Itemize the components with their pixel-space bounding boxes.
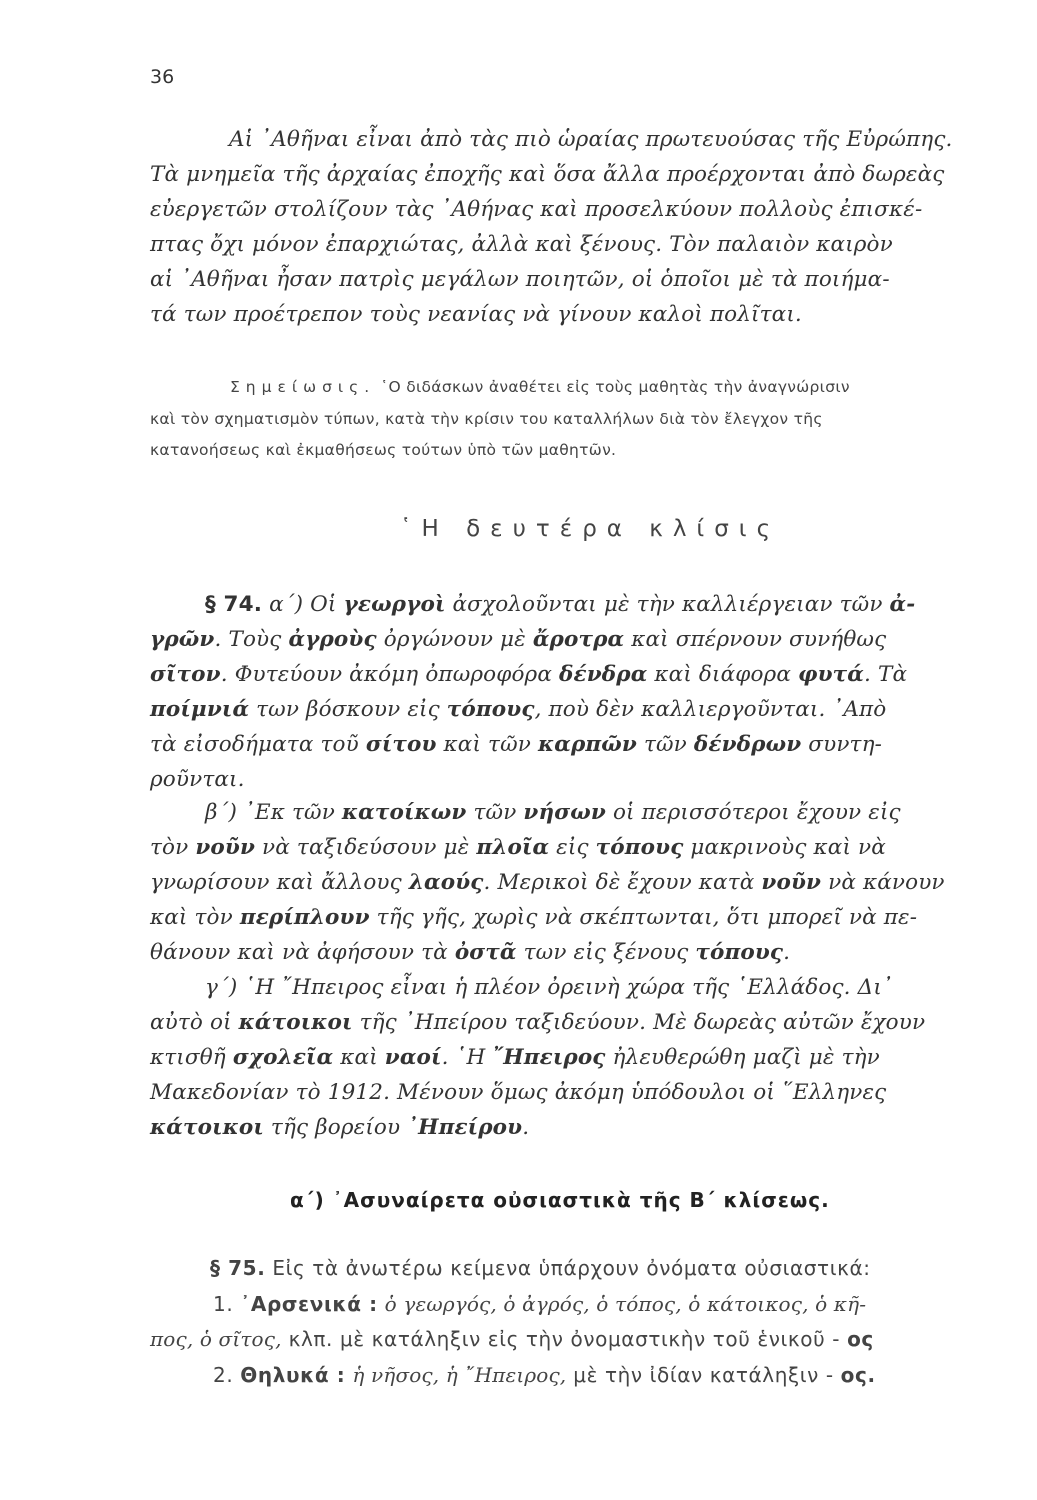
text-run: . Τὰ	[863, 662, 908, 687]
text-run: Μακεδονίαν τὸ 1912. Μένουν ὅμως ἀκόμη ὑπόδουλοι οἱ ῞Ελληνες	[150, 1080, 887, 1105]
note-text: ῾Ο διδάσκων ἀναθέτει εἰς τοὺς μαθητὰς τὴν ἀναγνώρισιν	[380, 378, 850, 396]
text-run: εἰς	[549, 835, 596, 860]
text-run: τὸν	[150, 835, 196, 860]
emphasized-word: φυτά	[798, 662, 864, 687]
text-run: . Μερικοὶ δὲ ἔχουν κατὰ	[483, 870, 762, 895]
text-run: καὶ τὸν	[150, 905, 240, 930]
p74-line-8	[150, 835, 886, 860]
text-run: κτισθῆ	[150, 1045, 233, 1070]
emphasized-word: περίπλουν	[239, 905, 370, 930]
text-run: οἱ περισσότεροι ἔχουν εἰς	[605, 800, 901, 825]
text-run: , ποὺ δὲν καλλιεργοῦνται. ᾿Απὸ	[534, 697, 887, 722]
p75-line-1	[210, 1256, 871, 1280]
text-run: καὶ τῶν	[436, 732, 538, 757]
emphasized-word: ἄροτρα	[532, 627, 625, 652]
text-run: ὀργώνουν μὲ	[376, 627, 533, 652]
p74-line-7	[205, 800, 901, 825]
item-number: 1.	[213, 1292, 234, 1316]
p74-line-10	[150, 905, 917, 930]
p74-line-11	[150, 940, 790, 965]
emphasized-word: ᾿Ηπείρου	[407, 1115, 523, 1140]
emphasized-word: σῖτον	[150, 662, 221, 687]
emphasized-word: ἀγροὺς	[288, 627, 377, 652]
text-run: αὐτὸ οἱ	[150, 1010, 239, 1035]
text-run: των βόσκουν εἰς	[249, 697, 447, 722]
note-line-1	[230, 378, 850, 396]
emphasized-word: ὀστᾶ	[454, 940, 517, 965]
text-run: Οἱ	[310, 592, 344, 617]
text-run: . Φυτεύουν ἀκόμη ὀπωροφόρα	[220, 662, 560, 687]
text-run: β΄) ᾿Εκ τῶν	[205, 800, 342, 825]
item-desc: κλπ. μὲ κατάληξιν εἰς τὴν ὀνομαστικὴν τοῦ ἑνικοῦ -	[288, 1327, 841, 1351]
emphasized-word: δένδρων	[693, 732, 802, 757]
text-run: τῆς ᾿Ηπείρου ταξιδεύουν. Μὲ δωρεὰς αὐτῶν ἔχουν	[352, 1010, 926, 1035]
p74-line-3	[150, 662, 907, 687]
emphasized-word: σχολεῖα	[232, 1045, 334, 1070]
emphasized-word: γεωργοὶ	[343, 592, 446, 617]
text-run: γνωρίσουν καὶ ἄλλους	[150, 870, 409, 895]
intro-line: αἱ ᾿Αθῆναι ἦσαν πατρὶς μεγάλων ποιητῶν, οἱ ὁποῖοι μὲ τὰ ποιήμα-	[150, 267, 890, 292]
item-examples-cont: πος, ὁ σῖτος,	[150, 1327, 282, 1351]
text-run: ἠλευθερώθη μαζὶ μὲ τὴν	[605, 1045, 880, 1070]
note-line-2: καὶ τὸν σχηματισμὸν τύπων, κατὰ τὴν κρίσιν του καταλλήλων διὰ τὸν ἔλεγχον τῆς	[150, 410, 823, 428]
run-group	[269, 592, 915, 617]
emphasized-word: πλοῖα	[476, 835, 550, 860]
p74-line-14	[150, 1045, 880, 1070]
item-label: Θηλυκά :	[240, 1363, 346, 1387]
emphasized-word: ἀ-	[889, 592, 916, 617]
p75-text: Εἰς τὰ ἀνωτέρω κείμενα ὑπάρχουν ὀνόματα οὐσιαστικά:	[272, 1256, 871, 1280]
section-number: § 74.	[205, 592, 263, 617]
item-examples: ἡ νῆσος, ἡ ῎Ηπειρος,	[352, 1363, 567, 1387]
item-number: 2.	[213, 1363, 234, 1387]
intro-line: τά των προέτρεπον τοὺς νεανίας νὰ γίνουν καλοὶ πολῖται.	[150, 302, 802, 327]
page-number: 36	[150, 66, 175, 88]
text-run: θάνουν καὶ νὰ ἀφήσουν τὰ	[150, 940, 455, 965]
emphasized-word: κάτοικοι	[238, 1010, 353, 1035]
emphasized-word: νοῦν	[761, 870, 822, 895]
subheading: α΄) ᾿Ασυναίρετα οὐσιαστικὰ τῆς Β΄ κλίσεως.	[290, 1188, 830, 1212]
intro-line: πτας ὄχι μόνον ἐπαρχιώτας, ἀλλὰ καὶ ξένους. Τὸν παλαιὸν καιρὸν	[150, 232, 893, 257]
emphasized-word: νήσων	[523, 800, 606, 825]
text-run: των εἰς ξένους	[516, 940, 696, 965]
p74-line-2	[150, 627, 886, 652]
p74-line-15	[150, 1080, 886, 1105]
ending-label: ος	[847, 1327, 874, 1351]
p74-line-5	[150, 732, 882, 757]
text-run: γ΄) ῾Η ῎Ηπειρος εἶναι ἡ πλέον ὀρεινὴ χώρα τῆς ῾Ελλάδος. Δι᾿	[205, 975, 893, 1000]
text-run: συντη-	[801, 732, 883, 757]
emphasized-word: ναοί	[384, 1045, 442, 1070]
text-run: καὶ	[333, 1045, 385, 1070]
emphasized-word: λαούς	[408, 870, 484, 895]
ending-label: ος.	[840, 1363, 876, 1387]
text-run: τῆς γῆς, χωρὶς νὰ σκέπτωνται, ὅτι μπορεῖ νὰ πε-	[369, 905, 918, 930]
section-number: § 75.	[210, 1256, 266, 1280]
emphasized-word: τόπους	[695, 940, 784, 965]
text-run: καὶ διάφορα	[647, 662, 798, 687]
p74-line-1	[205, 592, 915, 617]
emphasized-word: κάτοικοι	[150, 1115, 264, 1140]
emphasized-word: ῎Ηπειρος	[492, 1045, 606, 1070]
text-run: . Τοὺς	[214, 627, 289, 652]
intro-line: Αἱ ᾿Αθῆναι εἶναι ἀπὸ τὰς πιὸ ὡραίας πρωτευούσας τῆς Εὐρώπης.	[229, 127, 953, 152]
emphasized-word: τόπους	[595, 835, 684, 860]
p75-item-1	[213, 1292, 866, 1316]
p74-line-4	[150, 697, 886, 722]
text-run: ροῦνται.	[150, 767, 245, 792]
emphasized-word: καρπῶν	[537, 732, 637, 757]
p75-item-1-cont	[150, 1327, 874, 1351]
text-run: α΄)	[269, 592, 311, 617]
note-line-3: κατανοήσεως καὶ ἐκμαθήσεως τούτων ὑπὸ τῶν μαθητῶν.	[150, 441, 617, 459]
text-run: ἀσχολοῦνται μὲ τὴν καλλιέργειαν τῶν	[445, 592, 890, 617]
text-run: τὰ εἰσοδήματα τοῦ	[150, 732, 366, 757]
p74-line-12	[205, 975, 893, 1000]
note-label: Σημείωσις.	[230, 378, 376, 396]
text-run: νὰ ταξιδεύσουν μὲ	[255, 835, 477, 860]
p74-line-6	[150, 767, 245, 792]
text-run: τῶν	[466, 800, 524, 825]
item-desc: μὲ τὴν ἰδίαν κατάληξιν -	[573, 1363, 834, 1387]
text-run: .	[783, 940, 791, 965]
text-run: μακρινοὺς καὶ νὰ	[683, 835, 886, 860]
p75-item-2	[213, 1363, 876, 1387]
emphasized-word: ποίμνιά	[150, 697, 250, 722]
text-run: τῆς βορείου	[263, 1115, 408, 1140]
text-run: καὶ σπέρνουν συνήθως	[624, 627, 887, 652]
text-run: τῶν	[636, 732, 694, 757]
text-run: νὰ κάνουν	[821, 870, 945, 895]
emphasized-word: σίτου	[365, 732, 437, 757]
p74-line-9	[150, 870, 945, 895]
section-heading: ῾Η δευτέρα κλίσις	[400, 516, 781, 542]
p74-line-13	[150, 1010, 925, 1035]
emphasized-word: κατοίκων	[341, 800, 467, 825]
item-examples: ὁ γεωργός, ὁ ἀγρός, ὁ τόπος, ὁ κάτοικος, ὁ κῆ-	[384, 1292, 867, 1316]
emphasized-word: γρῶν	[150, 627, 215, 652]
p74-line-16	[150, 1115, 529, 1140]
intro-line: Τὰ μνημεῖα τῆς ἀρχαίας ἐποχῆς καὶ ὅσα ἄλλα προέρχονται ἀπὸ δωρεὰς	[150, 162, 945, 187]
intro-line: εὐεργετῶν στολίζουν τὰς ᾿Αθήνας καὶ προσελκύουν πολλοὺς ἐπισκέ-	[150, 197, 923, 222]
text-run: .	[522, 1115, 530, 1140]
emphasized-word: δένδρα	[559, 662, 648, 687]
emphasized-word: νοῦν	[195, 835, 256, 860]
item-label: ᾿Αρσενικά :	[240, 1292, 378, 1316]
text-run: . ῾Η	[441, 1045, 493, 1070]
emphasized-word: τόπους	[446, 697, 535, 722]
